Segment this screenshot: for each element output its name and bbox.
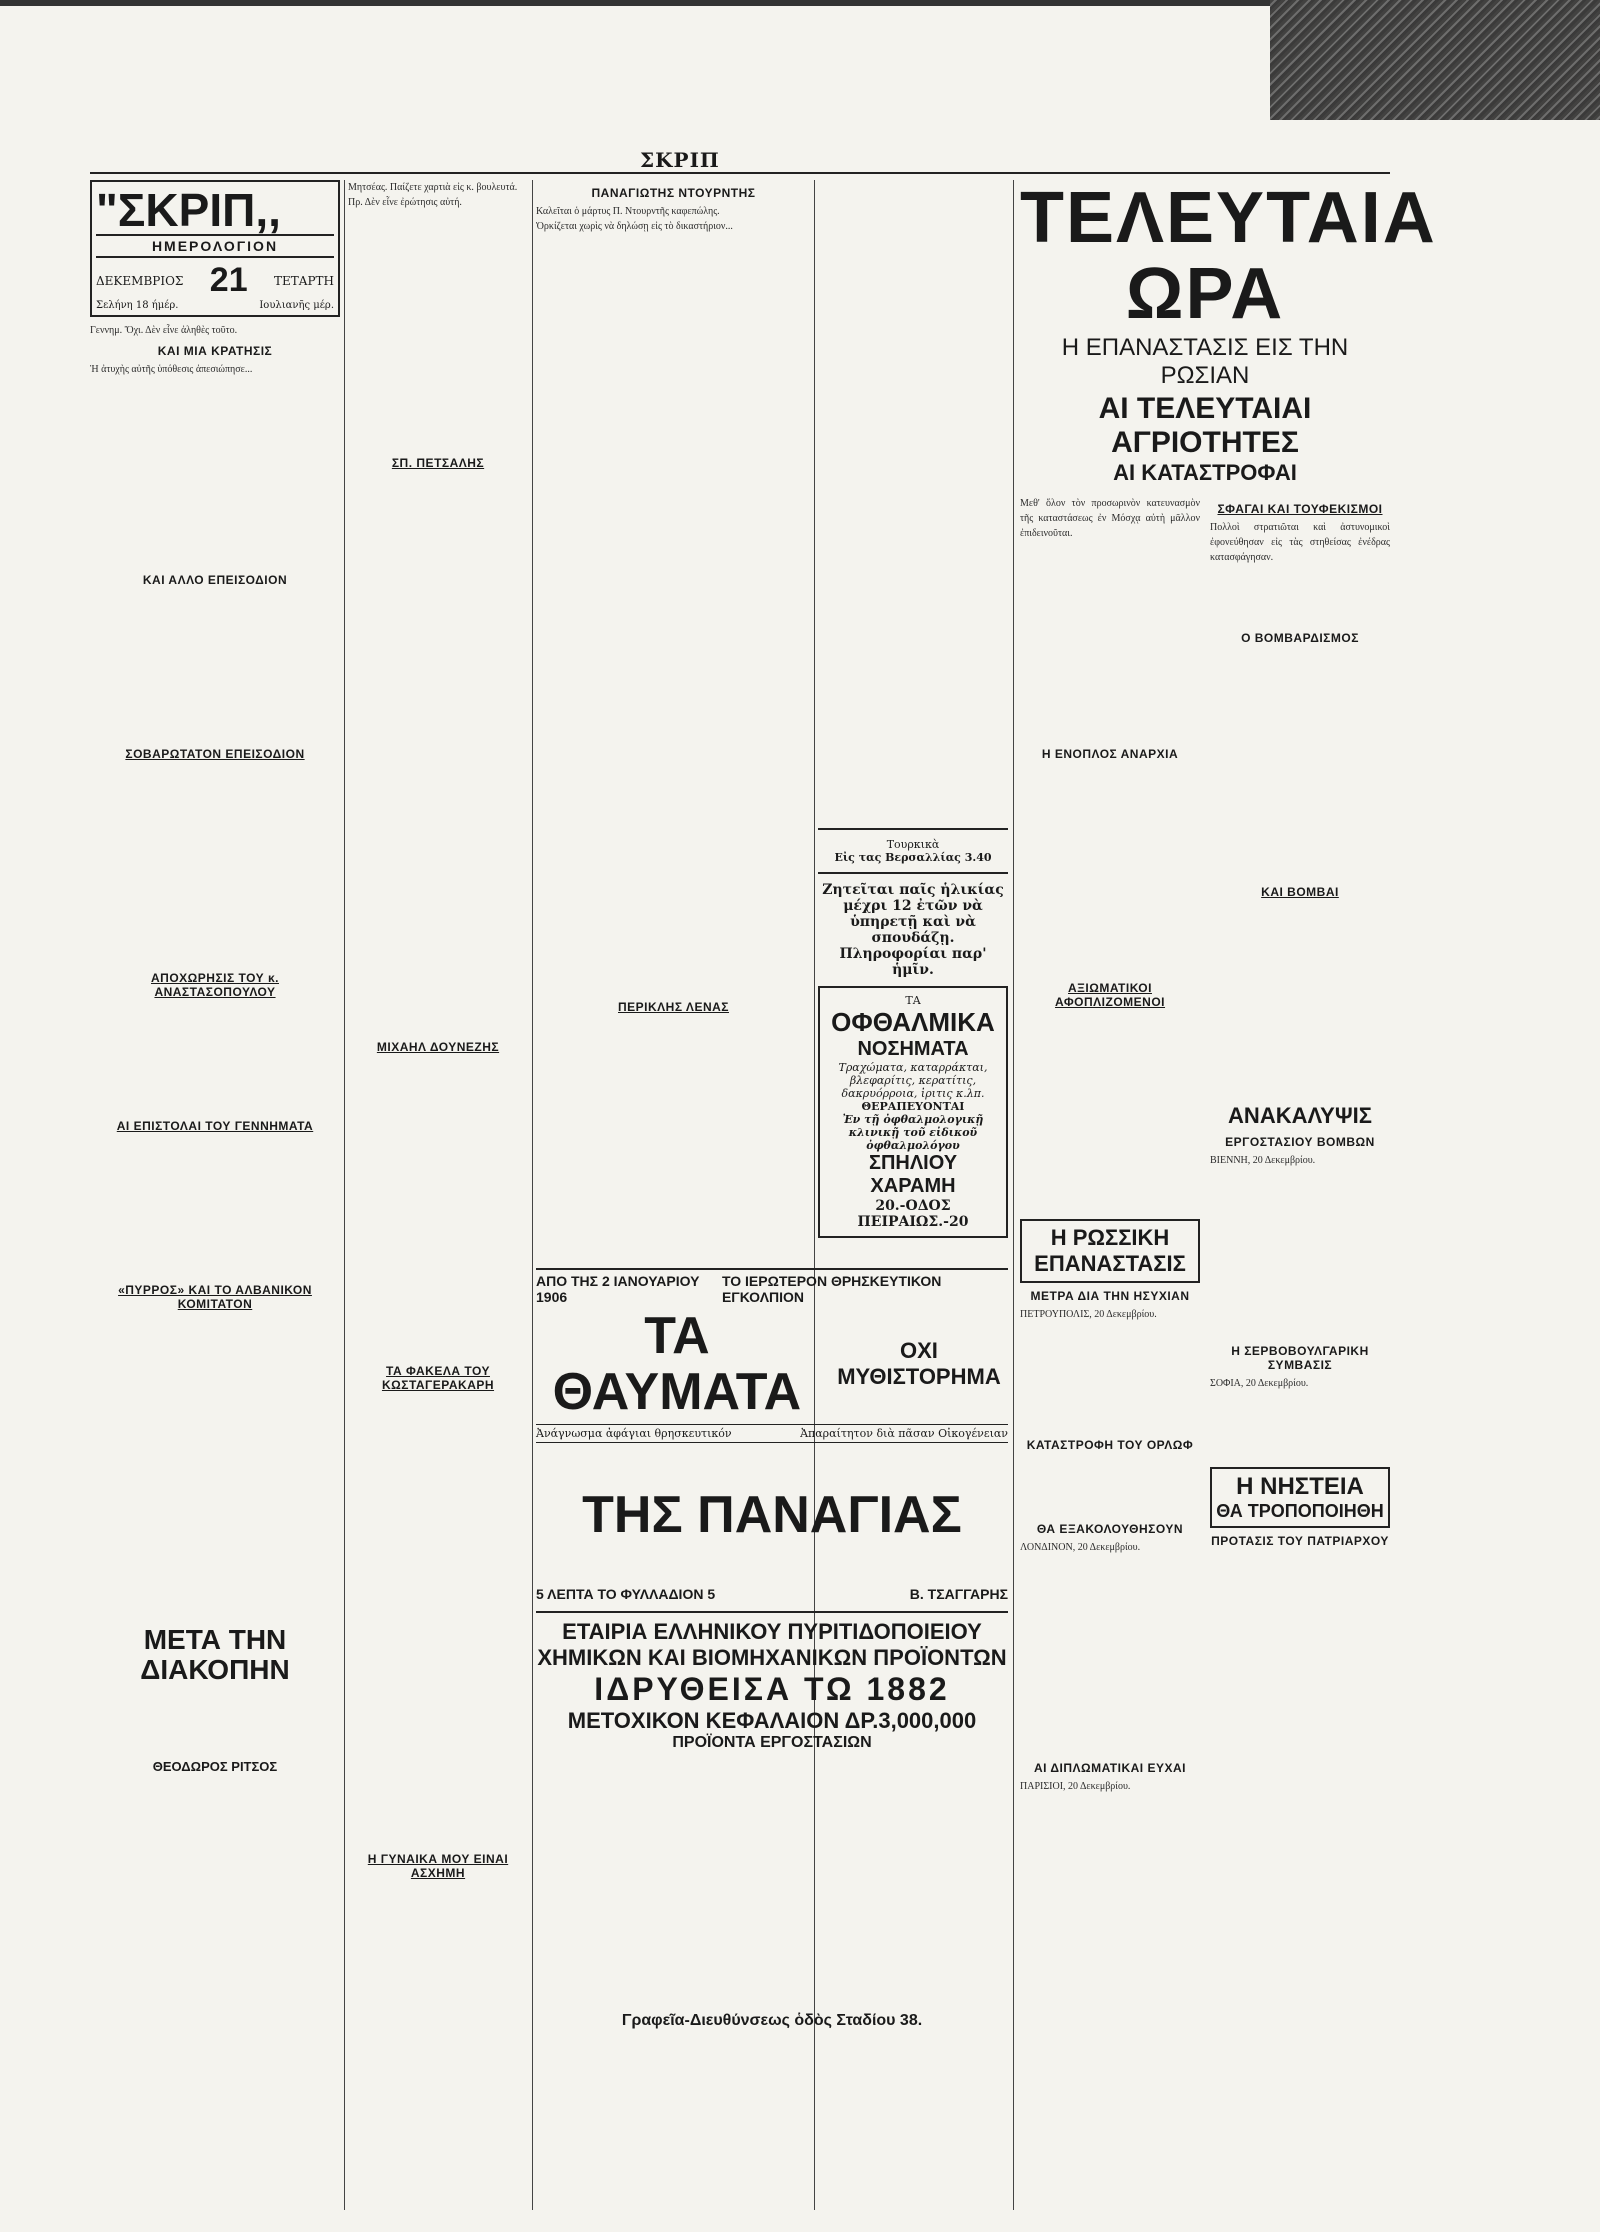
revolution-heading-2: ΕΠΑΝΑΣΤΑΣΙΣ <box>1034 1251 1186 1276</box>
fast-heading-1: Η ΝΗΣΤΕΙΑ <box>1236 1473 1364 1500</box>
scan-damage <box>1270 0 1600 120</box>
banner-big-text: ΤΗΣ ΠΑΝΑΓΙΑΣ <box>582 1486 962 1544</box>
ad-wanted: Ζητεῖται παῖς ἡλικίας μέχρι 12 ἐτῶν νὰ ὑπηρετῇ καὶ νὰ σπουδάζῃ. Πληροφορίαι παρ' ἡμῖν. <box>822 882 1004 978</box>
section-heading: ΠΑΝΑΓΙΩΤΗΣ ΝΤΟΥΡΝΤΗΣ <box>591 186 756 200</box>
ad-tobacco-detail: Εἰς τας Βερσαλλίας 3.40 <box>834 851 992 864</box>
banner-publisher: Β. ΤΣΑΓΓΑΡΗΣ <box>909 1586 1008 1602</box>
company-name-2: ΧΗΜΙΚΩΝ ΚΑΙ ΒΙΟΜΗΧΑΝΙΚΩΝ ΠΡΟΪΟΝΤΩΝ <box>537 1645 1007 1670</box>
ad-eye-address: 20.-ΟΔΟΣ ΠΕΙΡΑΙΩΣ.-20 <box>857 1198 969 1230</box>
rule <box>818 828 1008 830</box>
banner-strip-left: Ἀνάγνωσμα ἀφάγιαι θρησκευτικόν <box>536 1427 732 1440</box>
section-heading: ΘΑ ΕΞΑΚΟΛΟΥΘΗΣΟΥΝ <box>1036 1522 1184 1536</box>
ad-eye-cure: ΘΕΡΑΠΕΥΟΝΤΑΙ <box>861 1100 965 1113</box>
section-heading: ΑΞΙΩΜΑΤΙΚΟΙ ΑΦΟΠΛΙΖΟΜΕΝΟΙ <box>1054 981 1166 1009</box>
dateline: ΒΙΕΝΝΗ, 20 Δεκεμβρίου. <box>1210 1155 1316 1166</box>
body-text: Καλεῖται ὁ μάρτυς Π. Ντουρντῆς καφεπώλης. <box>536 206 720 217</box>
section-heading: ΜΙΧΑΗΛ ΔΟΥΝΕΖΗΣ <box>376 1040 500 1054</box>
section-heading: ΚΑΙ ΑΛΛΟ ΕΠΕΙΣΟΔΙΟΝ <box>142 573 288 587</box>
company-products: ΠΡΟΪΟΝΤΑ ΕΡΓΟΣΤΑΣΙΩΝ <box>672 1734 872 1751</box>
text-line: Πρ. Δὲν εἶνε ἐρώτησις αὐτή. <box>348 197 462 208</box>
top-rule <box>90 172 1390 174</box>
dateline: ΣΟΦΙΑ, 20 Δεκεμβρίου. <box>1210 1378 1309 1389</box>
ad-eye-subtitle: ΝΟΣΗΜΑΤΑ <box>857 1038 969 1060</box>
dateline: ΛΟΝΔΙΝΟΝ, 20 Δεκεμβρίου. <box>1020 1542 1141 1553</box>
column-4 <box>818 180 1008 1260</box>
section-heading: ΚΑΙ ΒΟΜΒΑΙ <box>1261 885 1339 899</box>
section-heading: ΣΦΑΓΑΙ ΚΑΙ ΤΟΥΦΕΚΙΣΜΟΙ <box>1217 502 1383 516</box>
body-text: Ἡ ἀτυχὴς αὐτῆς ὑπόθεσις ἀπεσιώπησε... <box>90 364 253 375</box>
section-heading-box <box>1210 1467 1390 1528</box>
section-heading: ΚΑΙ ΜΙΑ ΚΡΑΤΗΣΙΣ <box>157 344 273 358</box>
column-3 <box>536 180 811 1260</box>
section-heading: ΜΕΤΡΑ ΔΙΑ ΤΗΝ ΗΣΥΧΙΑΝ <box>1030 1289 1190 1303</box>
section-heading-large: ΑΝΑΚΑΛΥΨΙΣ <box>1228 1103 1372 1128</box>
banner-date: ΑΠΟ ΤΗΣ 2 ΙΑΝΟΥΑΡΙΟΥ 1906 <box>536 1273 700 1305</box>
page-masthead: ΣΚΡΙΠ <box>640 148 720 172</box>
section-heading: ΣΠ. ΠΕΤΣΑΛΗΣ <box>391 456 485 470</box>
scan-edge <box>0 0 1270 6</box>
section-heading-box <box>1020 1219 1200 1283</box>
ad-eye-clinic-text: Ἐν τῇ ὀφθαλμολογικῇ κλινικῇ τοῦ εἰδικοῦ ὀφθαλμολόγου <box>842 1113 984 1152</box>
section-heading: ΕΡΓΟΣΤΑΣΙΟΥ ΒΟΜΒΩΝ <box>1225 1135 1375 1149</box>
calendar-day: 21 <box>209 261 248 299</box>
calendar-moon: Σελήνη 18 ήμέρ. <box>96 300 179 311</box>
body-text: Μεθ' ὅλον τὸν προσωρινὸν κατευνασμὸν τῆς καταστάσεως ἐν Μόσχᾳ αὐτὴ μᾶλλον ἐπιδεινοῦται. <box>1020 498 1200 539</box>
banner-price: 5 ΛΕΠΤΑ ΤΟ ΦΥΛΛΑΔΙΟΝ 5 <box>536 1586 716 1602</box>
column-1 <box>90 180 340 2210</box>
banner-title: ΤΑ ΘΑΥΜΑΤΑ <box>552 1307 802 1421</box>
ad-eye-title: ΟΦΘΑΛΜΙΚΑ <box>831 1007 995 1037</box>
company-capital: ΜΕΤΟΧΙΚΟΝ ΚΕΦΑΛΑΙΟΝ ΔΡ.3,000,000 <box>567 1708 977 1733</box>
calendar-month: ΔΕΚΕΜΒΡΙΟΣ <box>96 273 184 288</box>
author-byline: ΘΕΟΔΩΡΟΣ ΡΙΤΣΟΣ <box>152 1759 278 1774</box>
section-heading: «ΠΥΡΡΟΣ» ΚΑΙ ΤΟ ΑΛΒΑΝΙΚΟΝ ΚΟΜΙΤΑΤΟΝ <box>118 1283 312 1311</box>
text-line: Μητσέας. Παίζετε χαρτιὰ εἰς κ. βουλευτά. <box>348 182 518 193</box>
body-text: Πολλοὶ στρατιῶται καὶ ἀστυνομικοὶ ἐφονεύθησαν εἰς τὰς στηθείσας ἐνέδρας κατασφάγησαν. <box>1210 522 1390 563</box>
body-text: Ὁρκίζεται χωρὶς νὰ δηλώσῃ εἰς τὸ δικαστήριον... <box>536 221 733 232</box>
calendar-title: "ΣΚΡΙΠ,, <box>96 184 281 236</box>
text-line: Γεννημ. Ὄχι. Δὲν εἶνε ἀληθὲς τοῦτο. <box>90 325 238 336</box>
ad-banner <box>536 1268 1008 2030</box>
revolution-heading-1: Η ΡΩΣΣΙΚΗ <box>1050 1225 1170 1250</box>
ad-eye-top: ΤΑ <box>905 994 921 1007</box>
main-title: ΤΕΛΕΥΤΑΙΑ ΩΡΑ <box>1020 178 1437 334</box>
main-subtitle-3: ΑΙ ΚΑΤΑΣΤΡΟΦΑΙ <box>1113 460 1297 485</box>
calendar-note: Ιουλιανῆς μέρ. <box>259 300 334 311</box>
ad-eye-body: Τραχώματα, καταρράκται, βλεφαρίτις, κερατίτις, δακρυόρροια, ἰριτις κ.λπ. <box>838 1061 988 1100</box>
rule <box>818 872 1008 874</box>
section-heading: Η ΓΥΝΑΙΚΑ ΜΟΥ ΕΙΝΑΙ ΑΣΧΗΜΗ <box>367 1852 509 1880</box>
section-heading: ΠΡΟΤΑΣΙΣ ΤΟΥ ΠΑΤΡΙΑΡΧΟΥ <box>1211 1534 1389 1548</box>
section-heading: ΠΕΡΙΚΛΗΣ ΛΕΝΑΣ <box>618 1000 729 1014</box>
column-rule <box>1013 180 1014 2210</box>
banner-title2: ΟΧΙ ΜΥΘΙΣΤΟΡΗΜΑ <box>837 1338 1001 1389</box>
column-rule <box>532 180 533 2210</box>
section-heading: Η ΕΝΟΠΛΟΣ ΑΝΑΡΧΙΑ <box>1041 747 1179 761</box>
calendar-subtitle: ΗΜΕΡΟΛΟΓΙΟΝ <box>96 234 334 258</box>
section-heading: ΤΑ ΦΑΚΕΛΑ ΤΟΥ ΚΩΣΤΑΓΕΡΑΚΑΡΗ <box>381 1364 495 1392</box>
section-heading: Ο ΒΟΜΒΑΡΔΙΣΜΟΣ <box>1241 631 1359 645</box>
section-heading: ΑΙ ΔΙΠΛΩΜΑΤΙΚΑΙ ΕΥΧΑΙ <box>1034 1761 1186 1775</box>
banner-strip-right: Ἀπαραίτητον διὰ πᾶσαν Οἰκογένειαν <box>800 1427 1008 1440</box>
company-address: Γραφεῖα-Διευθύνσεως ὁδὸς Σταδίου 38. <box>621 2012 923 2029</box>
section-heading: ΣΟΒΑΡΩΤΑΤΟΝ ΕΠΕΙΣΟΔΙΟΝ <box>125 747 305 761</box>
dateline: ΠΑΡΙΣΙΟΙ, 20 Δεκεμβρίου. <box>1020 1781 1131 1792</box>
main-subtitle-2: ΑΙ ΤΕΛΕΥΤΑΙΑΙ ΑΓΡΙΟΤΗΤΕΣ <box>1098 392 1312 459</box>
section-heading: Η ΣΕΡΒΟΒΟΥΛΓΑΡΙΚΗ ΣΥΜΒΑΣΙΣ <box>1231 1344 1369 1372</box>
company-name: ΕΤΑΙΡΙΑ ΕΛΛΗΝΙΚΟΥ ΠΥΡΙΤΙΔΟΠΟΙΕΙΟΥ <box>562 1619 982 1644</box>
column-2 <box>348 180 528 2210</box>
ad-tobacco: Τουρκικὰ <box>886 838 940 851</box>
column-rule <box>344 180 345 2210</box>
ad-eye-doctor: ΣΠΗΛΙΟΥ ΧΑΡΑΜΗ <box>868 1152 958 1197</box>
section-heading: ΚΑΤΑΣΤΡΟΦΗ ΤΟΥ ΟΡΛΩΦ <box>1026 1438 1194 1452</box>
section-heading-large: ΜΕΤΑ ΤΗΝ ΔΙΑΚΟΠΗΝ <box>140 1624 290 1685</box>
dateline: ΠΕΤΡΟΥΠΟΛΙΣ, 20 Δεκεμβρίου. <box>1020 1309 1157 1320</box>
calendar-weekday: ΤΕΤΑΡΤΗ <box>274 273 334 288</box>
company-founded: ΙΔΡΥΘΕΙΣΑ ΤΩ 1882 <box>594 1671 950 1707</box>
fast-heading-2: ΘΑ ΤΡΟΠΟΠΟΙΗΘΗ <box>1216 1501 1384 1521</box>
banner-right: ΤΟ ΙΕΡΩΤΕΡΟΝ ΘΡΗΣΚΕΥΤΙΚΟΝ ΕΓΚΟΛΠΙΟΝ <box>721 1273 942 1305</box>
column-5 <box>1020 178 1437 2210</box>
section-heading: ΑΙ ΕΠΙΣΤΟΛΑΙ ΤΟΥ ΓΕΝΝΗΜΑΤΑ <box>116 1119 314 1133</box>
ad-eye-clinic <box>818 986 1008 1238</box>
section-heading: ΑΠΟΧΩΡΗΣΙΣ ΤΟΥ κ. ΑΝΑΣΤΑΣΟΠΟΥΛΟΥ <box>150 971 279 999</box>
main-subtitle: Η ΕΠΑΝΑΣΤΑΣΙΣ ΕΙΣ ΤΗΝ ΡΩΣΙΑΝ <box>1061 334 1349 389</box>
calendar-box <box>90 180 340 317</box>
